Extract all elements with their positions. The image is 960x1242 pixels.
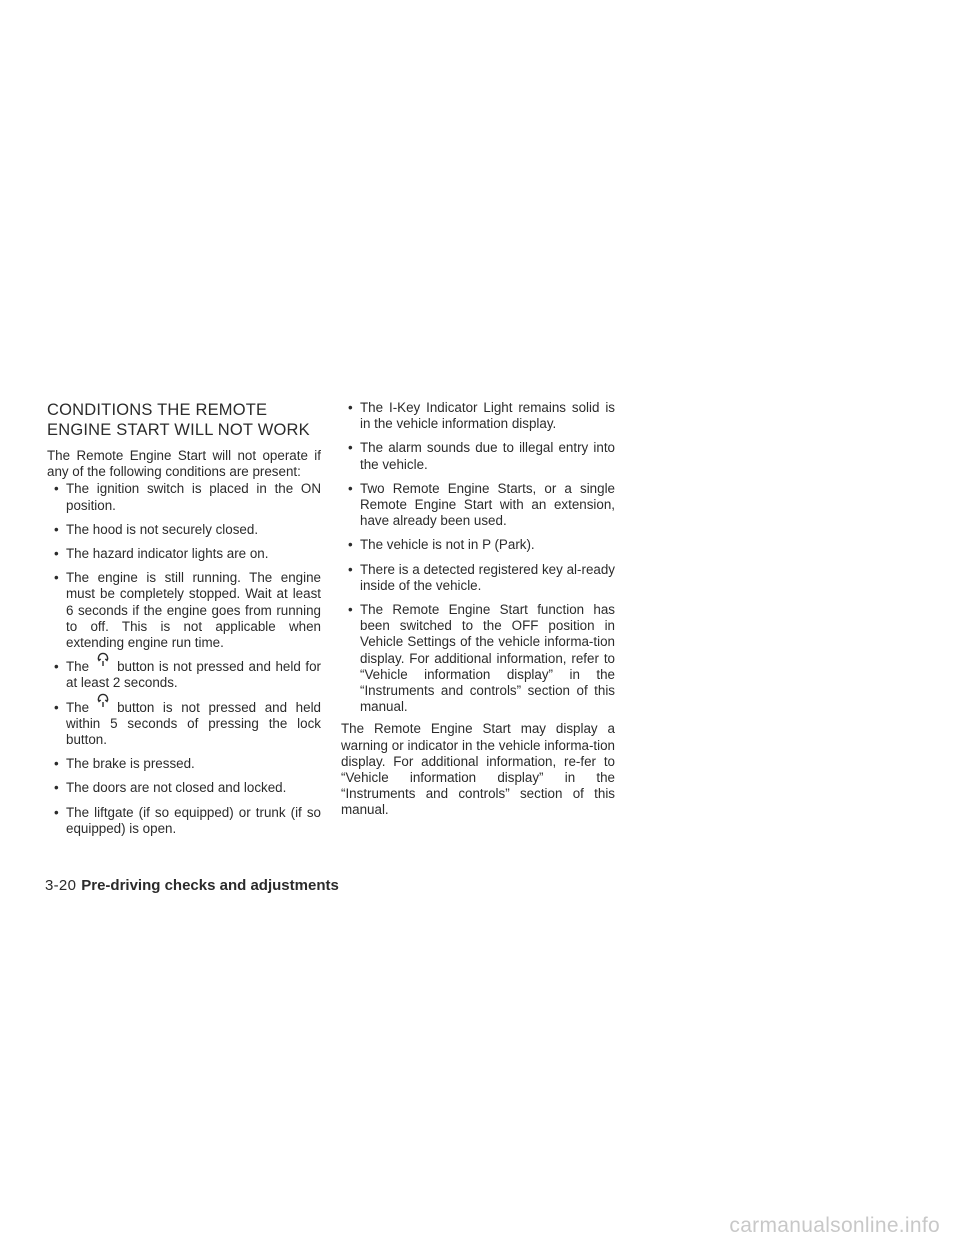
watermark: carmanualsonline.info [729,1214,940,1237]
bullet-dot: • [54,756,59,772]
section-title: Pre-driving checks and adjustments [81,877,339,894]
list-item: • The doors are not closed and locked. [54,780,287,796]
bullet-dot: • [54,699,59,715]
left-column [47,400,321,845]
bullet-dot: • [348,400,353,415]
list-item: • The liftgate (if so equipped) or trunk (if so equipped) is open. [54,804,321,836]
conditions-list-right [341,400,615,715]
bullet-dot: • [348,602,353,618]
list-item: • The hood is not securely closed. [54,521,259,537]
list-item: • The engine is still running. The engine must be completely stopped. Wait at least 6 seconds if the engine goes from running to off. This is not applicable when extending engine run time. [54,570,321,651]
list-item: • The vehicle is not in P (Park). [348,537,535,553]
list-item: • The button is not pressed and held for at least 2 seconds. [47,659,321,691]
list-item: • The button is not pressed and held within 5 seconds of pressing the lock button. [47,700,321,749]
bullet-dot: • [348,561,353,577]
page-number: 3-20 [45,877,77,894]
bullet-dot: • [54,570,59,586]
list-item: • There is a detected registered key al-ready inside of the vehicle. [348,561,615,593]
bullet-dot: • [348,480,353,496]
bullet-dot: • [348,537,353,553]
bullet-dot: • [54,481,59,497]
intro-paragraph: The Remote Engine Start will not operate if any of the following conditions are present: [47,448,321,480]
bullet-dot: • [54,521,59,537]
bullet-dot: • [54,804,59,820]
closing-paragraph: The Remote Engine Start may display a warning or indicator in the vehicle informa-tion display. For additional information, re-fer to “Vehicle information display” in the “Instruments and controls” section of this manual. [341,721,615,818]
list-item: • The alarm sounds due to illegal entry into the vehicle. [348,440,615,472]
conditions-list-left [47,481,321,837]
section-heading: CONDITIONS THE REMOTE ENGINE START WILL NOT WORK [47,401,310,439]
list-item: • The hazard indicator lights are on. [54,546,269,562]
bullet-dot: • [54,659,59,675]
bullet-dot: • [348,440,353,456]
list-item: • Two Remote Engine Starts, or a single Remote Engine Start with an extension, have already been used. [348,480,615,529]
remote-engine-start-icon [89,700,117,712]
bullet-dot: • [54,780,59,796]
list-item: • The I-Key Indicator Light remains solid is in the vehicle information display. [348,400,615,432]
list-item: • The Remote Engine Start function has been switched to the OFF position in Vehicle Settings of the vehicle informa-tion display. For additional information, refer to “Vehicle information display” in the “Instruments and controls” section of this manual. [348,602,615,715]
bullet-dot: • [54,546,59,562]
page-footer [45,877,339,895]
list-item: • The ignition switch is placed in the ON position. [54,481,321,513]
list-item: • The brake is pressed. [54,756,195,772]
right-column [341,400,615,819]
remote-engine-start-icon [89,659,117,671]
